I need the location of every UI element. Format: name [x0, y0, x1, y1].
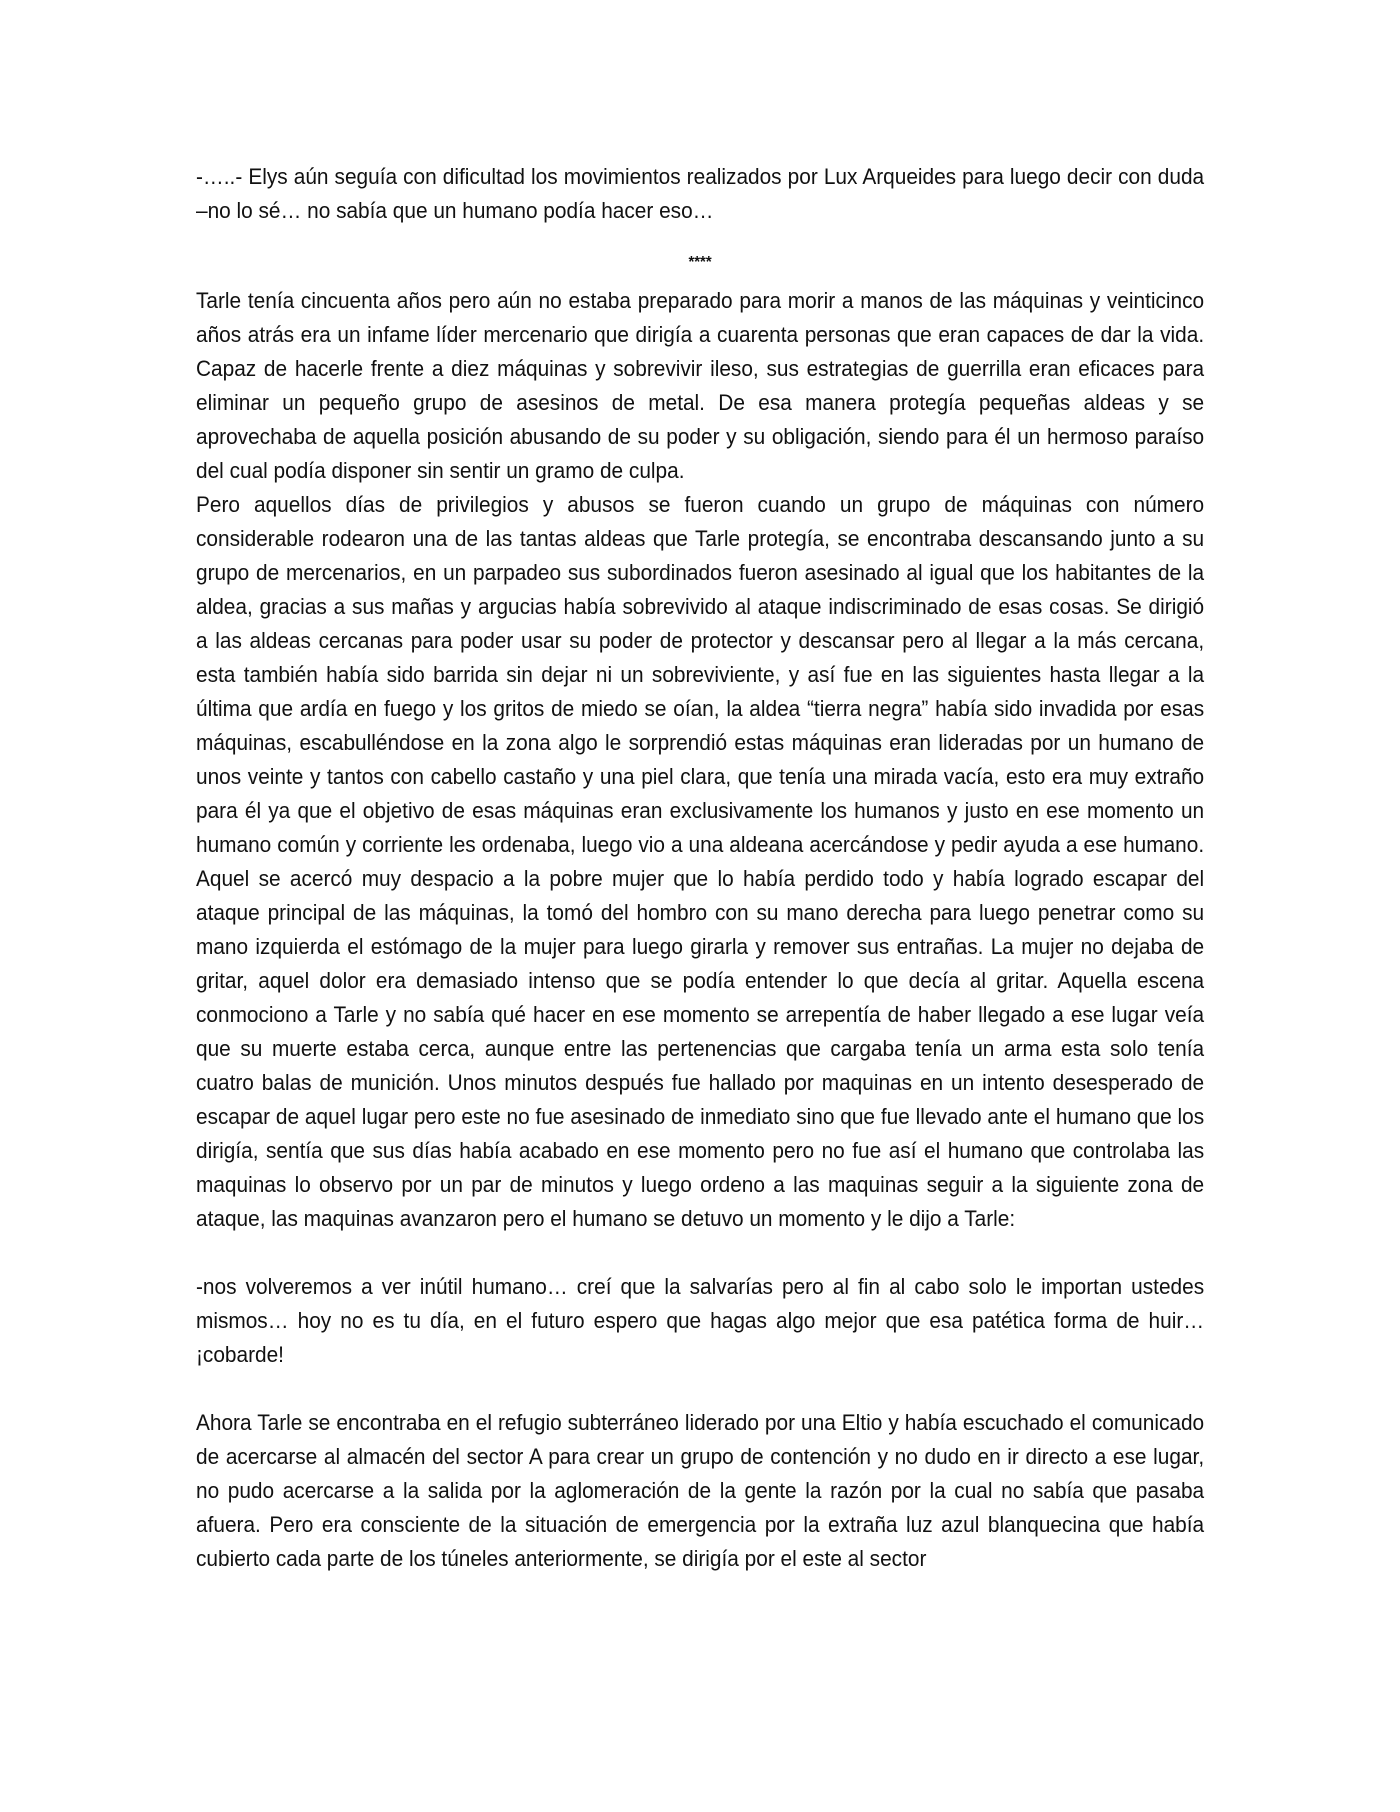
paragraph-tarle-intro: Tarle tenía cincuenta años pero aún no estaba preparado para morir a manos de las máquinas y veinticinco años atrás era un infame líder mercenario que dirigía a cuarenta personas que eran capaces de dar la vida. Capaz de hacerle frente a diez máquinas y sobrevivir ileso, sus estrategias de guerrilla eran eficaces para eliminar un pequeño grupo de asesinos de metal. De esa manera protegía pequeñas aldeas y se aprovechaba de aquella posición abusando de su poder y su obligación, siendo para él un hermoso paraíso del cual podía disponer sin sentir un gramo de culpa.: [196, 288, 1205, 483]
section-separator: ****: [688, 254, 712, 271]
document-page: [196, 160, 1205, 1576]
paragraph-village-attack: Pero aquellos días de privilegios y abusos se fueron cuando un grupo de máquinas con número considerable rodearon una de las tantas aldeas que Tarle protegía, se encontraba descansando junto a su grupo de mercenarios, en un parpadeo sus subordinados fueron asesinado al igual que los habitantes de la aldea, gracias a sus mañas y argucias había sobrevivido al ataque indiscriminado de esas cosas. Se dirigió a las aldeas cercanas para poder usar su poder de protector y descansar pero al llegar a la más cercana, esta también había sido barrida sin dejar ni un sobreviviente, y así fue en las siguientes hasta llegar a la última que ardía en fuego y los gritos de miedo se oían, la aldea “tierra negra” había sido invadida por esas máquinas, escabulléndose en la zona algo le sorprendió estas máquinas eran lideradas por un humano de unos veinte y tantos con cabello castaño y una piel clara, que tenía una mirada vacía, esto era muy extraño para él ya que el objetivo de esas máquinas eran exclusivamente los humanos y justo en ese momento un humano común y corriente les ordenaba, luego vio a una aldeana acercándose y pedir ayuda a ese humano. Aquel se acercó muy despacio a la pobre mujer que lo había perdido todo y había logrado escapar del ataque principal de las máquinas, la tomó del hombro con su mano derecha para luego penetrar como su mano izquierda el estómago de la mujer para luego girarla y remover sus entrañas. La mujer no dejaba de gritar, aquel dolor era demasiado intenso que se podía entender lo que decía al gritar. Aquella escena conmociono a Tarle y no sabía qué hacer en ese momento se arrepentía de haber llegado a ese lugar veía que su muerte estaba cerca, aunque entre las pertenencias que cargaba tenía un arma esta solo tenía cuatro balas de munición. Unos minutos después fue hallado por maquinas en un intento desesperado de escapar de aquel lugar pero este no fue asesinado de inmediato sino que fue llevado ante el humano que los dirigía, sentía que sus días había acabado en ese momento pero no fue así el humano que controlaba las maquinas lo observo por un par de minutos y luego ordeno a las maquinas seguir a la siguiente zona de ataque, las maquinas avanzaron pero el humano se detuvo un momento y le dijo a Tarle:: [196, 492, 1205, 1231]
paragraph-human-quote: -nos volveremos a ver inútil humano… creí que la salvarías pero al fin al cabo solo le importan ustedes mismos… hoy no es tu día, en el futuro espero que hagas algo mejor que esa patética forma de huir… ¡cobarde!: [196, 1274, 1205, 1367]
paragraph-elys-doubt: -…..- Elys aún seguía con dificultad los movimientos realizados por Lux Arqueides para luego decir con duda –no lo sé… no sabía que un humano podía hacer eso…: [196, 164, 1205, 223]
paragraph-refuge: Ahora Tarle se encontraba en el refugio subterráneo liderado por una Eltio y había escuchado el comunicado de acercarse al almacén del sector A para crear un grupo de contención y no dudo en ir directo a ese lugar, no pudo acercarse a la salida por la aglomeración de la gente la razón por la cual no sabía que pasaba afuera. Pero era consciente de la situación de emergencia por la extraña luz azul blanquecina que había cubierto cada parte de los túneles anteriormente, se dirigía por el este al sector: [196, 1410, 1205, 1571]
